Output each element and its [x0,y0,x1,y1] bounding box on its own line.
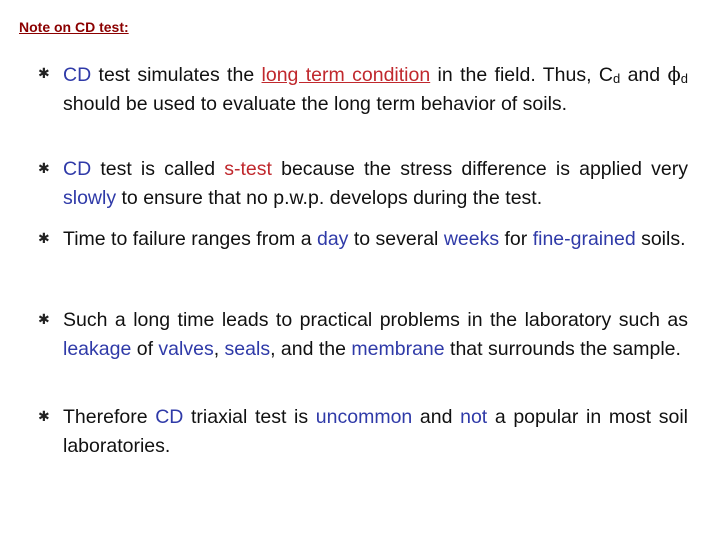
bullet-item-5 [38,403,688,461]
bullet-text-4 [63,306,688,364]
text-run: for [499,228,533,250]
bullet-item-2 [38,155,688,213]
text-run: should be used to evaluate the long term behavior of soils. [63,93,568,115]
subscript-d: d [612,71,621,86]
text-run: that surrounds the sample. [444,338,681,360]
text-run: of [131,338,159,360]
asterisk-bullet-icon: ✱ [38,231,50,247]
valves-term: valves [158,338,214,360]
weeks-term: weeks [443,228,500,250]
asterisk-bullet-icon: ✱ [38,66,50,82]
slide-title: Note on CD test: [19,19,129,35]
text-run: and [412,406,461,428]
long-term-condition-term: long term condition [261,64,431,86]
slowly-term: slowly [63,187,117,209]
text-run: and [620,64,668,86]
cd-term: CD [63,64,92,86]
not-term: not [460,406,488,428]
day-term: day [316,228,349,250]
text-run: Time to failure ranges from a [63,228,317,250]
bullet-text-1 [63,60,688,119]
cd-term: CD [155,406,184,428]
bullet-item-1 [38,60,688,119]
subscript-d: d [680,71,689,86]
text-run: , [213,338,225,360]
text-run: to several [348,228,444,250]
text-run: test simulates the [91,64,262,86]
text-run: because the stress difference is applied very [271,158,688,180]
text-run: in the field. Thus, C [430,64,613,86]
bullet-item-3 [38,225,688,254]
asterisk-bullet-icon: ✱ [38,312,50,328]
text-run: Such a long time leads to practical problems in the laboratory such as [63,309,688,331]
membrane-term: membrane [351,338,445,360]
text-run: Therefore [63,406,156,428]
text-run: triaxial test is [183,406,316,428]
fine-grained-term: fine-grained [532,228,636,250]
cd-term: CD [63,158,92,180]
text-run: test is called [91,158,225,180]
s-test-term: s-test [224,158,272,180]
asterisk-bullet-icon: ✱ [38,161,50,177]
text-run: soils. [635,228,686,250]
text-run: , and the [270,338,352,360]
bullet-text-3 [63,225,688,254]
leakage-term: leakage [63,338,132,360]
text-run: to ensure that no p.w.p. develops during the test. [116,187,543,209]
asterisk-bullet-icon: ✱ [38,409,50,425]
uncommon-term: uncommon [315,406,413,428]
bullet-text-5 [63,403,688,461]
bullet-text-2 [63,155,688,213]
bullet-item-4 [38,306,688,364]
phi-symbol: ϕ [667,63,681,86]
text-run: a popular in most soil laboratories. [63,406,688,457]
seals-term: seals [224,338,271,360]
